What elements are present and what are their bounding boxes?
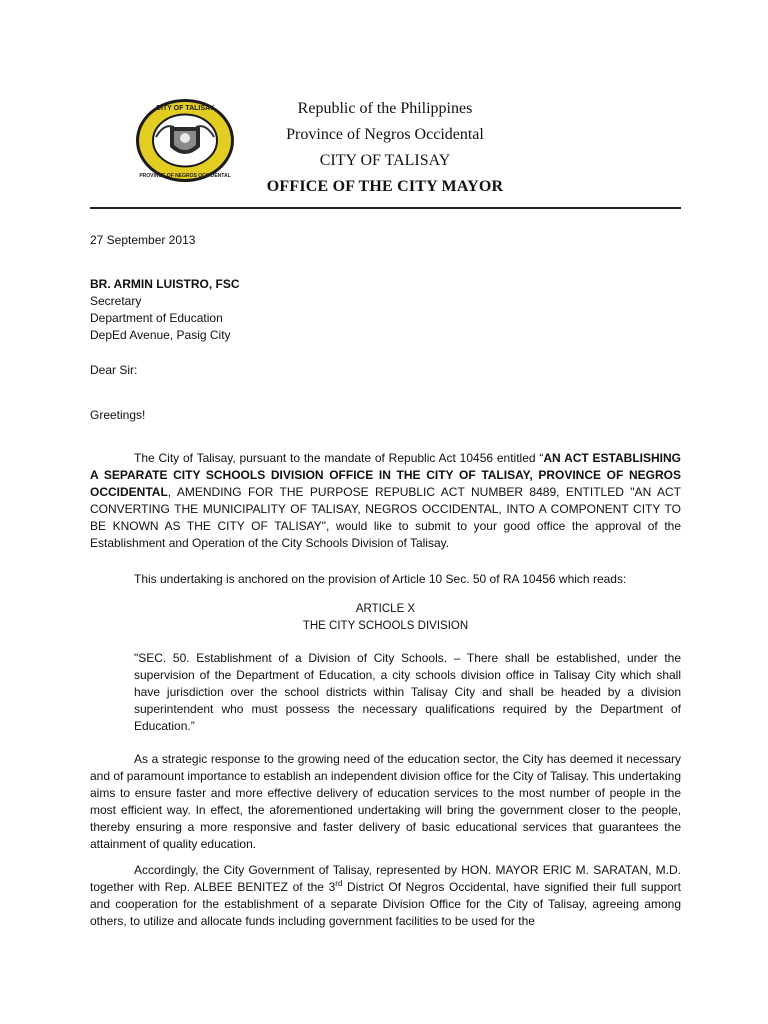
quoted-provision: "SEC. 50. Establishment of a Division of City Schools. – There shall be established, under the supervision of the Department of Education, a city schools division office in Talisay City which shall have jurisdiction over the school districts within Talisay City and shall be headed by a division superintendent who must possess the necessary qualifications required by the Department of Education.”	[134, 651, 681, 733]
letterhead-republic: Republic of the Philippines	[297, 100, 473, 117]
recipient-office: Department of Education	[90, 311, 223, 325]
article-subtitle: THE CITY SCHOOLS DIVISION	[302, 620, 469, 632]
recipient-name: BR. ARMIN LUISTRO, FSC	[90, 277, 240, 291]
paragraph-4-ordinal: rd	[335, 879, 343, 888]
svg-text:PROVINCE OF NEGROS OCCIDENTAL: PROVINCE OF NEGROS OCCIDENTAL	[139, 173, 231, 179]
recipient-block	[90, 276, 681, 344]
greeting: Greetings!	[90, 408, 146, 422]
paragraph-4-rest: District Of Negros Occidental, have signified their full support and cooperation for the establishment of a separate Division Office for the City of Talisay, agreeing among others, to utilize and allocate funds including government facilities to be used for the	[90, 880, 681, 928]
city-seal-logo	[134, 97, 236, 184]
letterhead-office: OFFICE OF THE CITY MAYOR	[266, 178, 504, 195]
paragraph-1-intro: The City of Talisay, pursuant to the mandate of Republic Act 10456 entitled “	[134, 451, 544, 465]
letter-date: 27 September 2013	[90, 233, 196, 247]
recipient-title: Secretary	[90, 294, 142, 308]
paragraph-4-start: Accordingly, the City Government of Talisay, represented by HON. MAYOR ERIC M. SARATAN, M.D. together with Rep. ALBEE BENITEZ of the 3	[90, 863, 681, 894]
paragraph-2: This undertaking is anchored on the provision of Article 10 Sec. 50 of RA 10456 which reads:	[134, 572, 627, 586]
letterhead-province: Province of Negros Occidental	[286, 126, 484, 143]
paragraph-1	[90, 450, 681, 552]
salutation: Dear Sir:	[90, 363, 138, 377]
paragraph-1-act-title: AN ACT ESTABLISHING A SEPARATE CITY SCHOOLS DIVISION OFFICE IN THE CITY OF TALISAY, PROVINCE OF NEGROS OCCIDENTAL	[90, 451, 681, 499]
paragraph-3: As a strategic response to the growing need of the education sector, the City has deemed it necessary and of paramount importance to establish an independent division office for the City of Talisay. This undertaking aims to ensure faster and more effective delivery of education services to the most number of people in the most efficient way. In effect, the aforementioned undertaking will bring the government closer to the people, thereby ensuring a more responsive and faster delivery of basic educational services that guarantees the attainment of quality education.	[90, 752, 681, 851]
article-title: ARTICLE X	[355, 603, 416, 615]
recipient-address: DepEd Avenue, Pasig City	[90, 328, 231, 342]
letterhead-divider	[90, 207, 681, 209]
paragraph-4	[90, 862, 681, 930]
svg-text:CITY OF TALISAY: CITY OF TALISAY	[155, 105, 215, 112]
letterhead-city: CITY OF TALISAY	[319, 152, 451, 169]
paragraph-1-rest: , AMENDING FOR THE PURPOSE REPUBLIC ACT NUMBER 8489, ENTITLED "AN ACT CONVERTING THE MUNICIPALITY OF TALISAY, NEGROS OCCIDENTAL, INTO A COMPONENT CITY TO BE KNOWN AS THE CITY OF TALISAY", would like to submit to your good office the approval of the Establishment and Operation of the City Schools Division of Talisay.	[90, 485, 681, 550]
